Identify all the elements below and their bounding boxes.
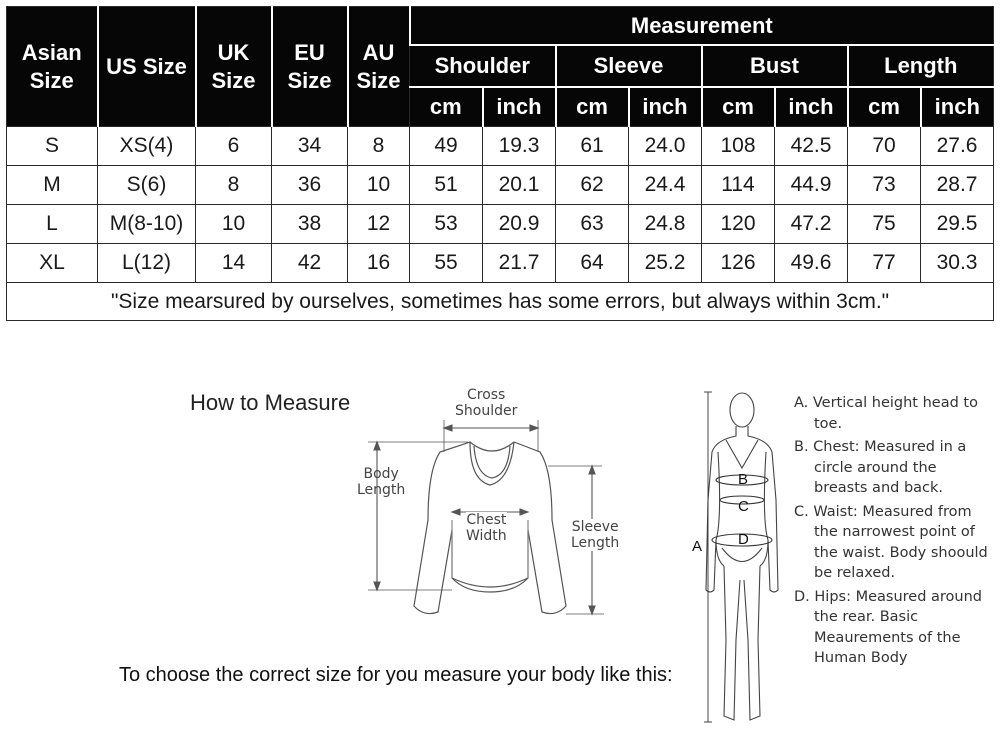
sleeve-length-label-line2: Length [571, 535, 620, 551]
body-length-label-line2: Length [357, 482, 406, 498]
header-measurement: Measurement [410, 7, 994, 46]
header-bust: Bust [702, 45, 848, 87]
definition-a: A. Vertical height head to toe. [794, 395, 978, 432]
header-sleeve: Sleeve [556, 45, 702, 87]
letter-b: B [738, 471, 749, 488]
instruction-text: To choose the correct size for you measure your body like this: [119, 664, 673, 686]
table-cell: M(8-10) [98, 205, 196, 244]
table-cell: 55 [410, 244, 483, 283]
body-measure-lines [704, 392, 772, 722]
definition-b: B. Chest: Measured in a circle around the breasts and back. [794, 439, 967, 496]
table-cell: 42 [272, 244, 348, 283]
body-measure-definitions [794, 393, 994, 672]
table-cell: 29.5 [921, 205, 994, 244]
table-cell: 62 [556, 166, 629, 205]
header-uk-size: UK Size [196, 7, 272, 127]
table-cell: 75 [848, 205, 921, 244]
unit-inch: inch [629, 87, 702, 127]
unit-cm: cm [410, 87, 483, 127]
table-cell: 34 [272, 127, 348, 166]
table-cell: M [7, 166, 98, 205]
table-cell: 24.4 [629, 166, 702, 205]
table-cell: 30.3 [921, 244, 994, 283]
table-cell: 28.7 [921, 166, 994, 205]
table-cell: L(12) [98, 244, 196, 283]
size-note: "Size mearsured by ourselves, sometimes has some errors, but always within 3cm." [7, 283, 994, 321]
header-eu-size: EU Size [272, 7, 348, 127]
table-cell: 108 [702, 127, 775, 166]
table-cell: 10 [196, 205, 272, 244]
table-cell: 27.6 [921, 127, 994, 166]
header-shoulder: Shoulder [410, 45, 556, 87]
letter-d: D [738, 531, 749, 548]
cross-shoulder-label-line1: Cross [466, 387, 506, 403]
table-cell: 25.2 [629, 244, 702, 283]
table-cell: 53 [410, 205, 483, 244]
unit-cm: cm [848, 87, 921, 127]
table-cell: XL [7, 244, 98, 283]
unit-cm: cm [556, 87, 629, 127]
table-cell: 73 [848, 166, 921, 205]
table-cell: 49 [410, 127, 483, 166]
table-cell: 24.8 [629, 205, 702, 244]
header-us-size: US Size [98, 7, 196, 127]
table-cell: 51 [410, 166, 483, 205]
table-cell: 114 [702, 166, 775, 205]
cross-shoulder-label [455, 387, 517, 419]
table-cell: 21.7 [483, 244, 556, 283]
table-cell: 20.9 [483, 205, 556, 244]
table-cell: 19.3 [483, 127, 556, 166]
header-asian-size: Asian Size [7, 7, 98, 127]
table-cell: 61 [556, 127, 629, 166]
table-cell: S [7, 127, 98, 166]
table-cell: XS(4) [98, 127, 196, 166]
table-cell: 10 [348, 166, 410, 205]
header-length: Length [848, 45, 994, 87]
table-cell: 36 [272, 166, 348, 205]
body-length-label [357, 466, 405, 498]
table-cell: 44.9 [775, 166, 848, 205]
letter-c: C [738, 498, 749, 515]
table-cell: 64 [556, 244, 629, 283]
table-cell: 8 [196, 166, 272, 205]
table-cell: 47.2 [775, 205, 848, 244]
table-cell: 6 [196, 127, 272, 166]
sleeve-length-label-line1: Sleeve [571, 519, 619, 535]
table-cell: S(6) [98, 166, 196, 205]
cross-shoulder-label-line2: Shoulder [455, 403, 518, 419]
unit-inch: inch [775, 87, 848, 127]
chest-width-label-line2: Width [466, 528, 507, 544]
how-to-measure-title: How to Measure [190, 390, 351, 415]
table-cell: 77 [848, 244, 921, 283]
table-cell: L [7, 205, 98, 244]
sleeve-length-label [571, 519, 619, 551]
table-cell: 126 [702, 244, 775, 283]
table-cell: 70 [848, 127, 921, 166]
table-cell: 24.0 [629, 127, 702, 166]
definition-d: D. Hips: Measured around the rear. Basic Meaurements of the Human Body [794, 588, 982, 666]
table-cell: 20.1 [483, 166, 556, 205]
unit-inch: inch [921, 87, 994, 127]
chest-width-label-line1: Chest [466, 512, 507, 528]
unit-inch: inch [483, 87, 556, 127]
table-cell: 42.5 [775, 127, 848, 166]
table-cell: 14 [196, 244, 272, 283]
definition-c: C. Waist: Measured from the narrowest point of the waist. Body shoould be relaxed. [794, 503, 988, 581]
table-cell: 63 [556, 205, 629, 244]
table-cell: 16 [348, 244, 410, 283]
table-cell: 12 [348, 205, 410, 244]
table-cell: 49.6 [775, 244, 848, 283]
chest-width-label [466, 512, 507, 544]
letter-a: A [692, 538, 703, 555]
table-cell: 120 [702, 205, 775, 244]
body-length-label-line1: Body [363, 466, 399, 482]
unit-cm: cm [702, 87, 775, 127]
body-figure-illustration [706, 393, 778, 720]
table-cell: 8 [348, 127, 410, 166]
header-au-size: AU Size [348, 7, 410, 127]
table-cell: 38 [272, 205, 348, 244]
